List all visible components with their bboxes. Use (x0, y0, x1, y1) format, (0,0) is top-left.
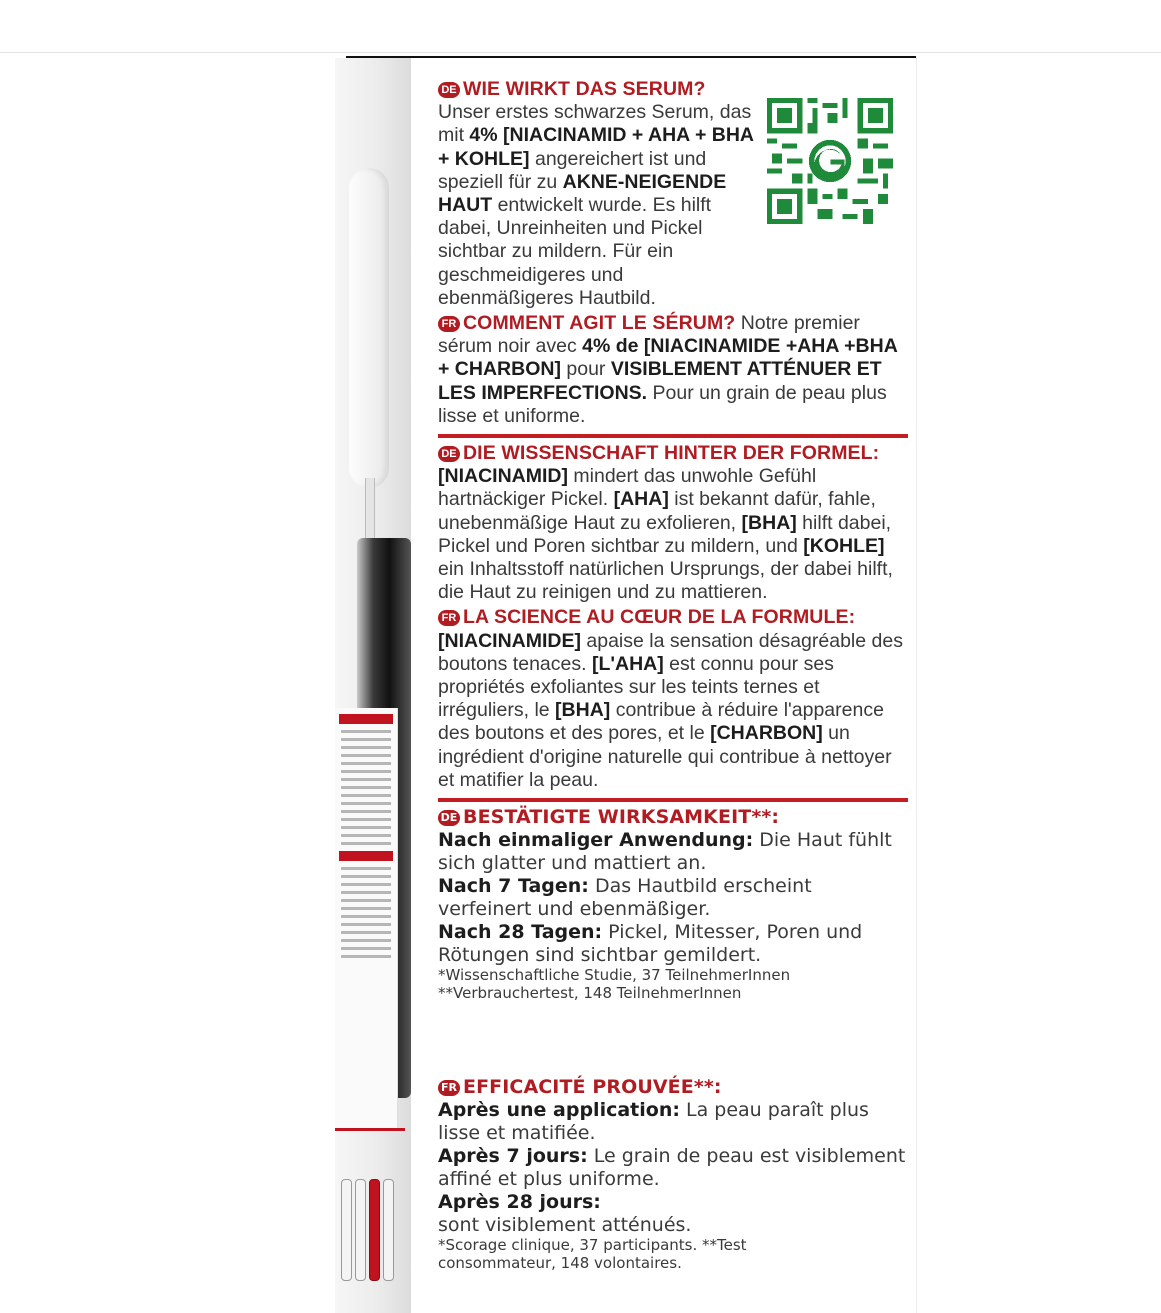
de-eff-text: Pickel, Mitesser, Poren und Rötungen sind sichtbar gemildert. (438, 921, 863, 967)
de-how-paragraph (438, 78, 758, 310)
de-eff-bold: Nach 7 Tagen: (438, 875, 589, 898)
fr-science-text: est connu pour ses propriétés exfoliantes sur les teints ternes et irréguliers, le (438, 652, 834, 722)
fr-efficacy-heading: EFFICACITÉ PROUVÉE**: (463, 1076, 722, 1099)
de-how-bold: 4% [NIACINAMID + AHA + BHA + KOHLE] (438, 124, 754, 170)
de-how-text: Unser erstes schwarzes Serum, das mit (438, 101, 752, 147)
de-science-bold: [NIACINAMID] (438, 465, 568, 488)
fr-eff-text: Le grain de peau est visiblement affiné et plus uniforme. (438, 1145, 906, 1191)
side-text-line (341, 939, 391, 942)
de-science-text: ist bekannt dafür, fahle, unebenmäßige Haut zu exfolieren, (438, 488, 876, 534)
fr-how-heading: COMMENT AGIT LE SÉRUM? (463, 312, 736, 335)
fr-eff-text: sont visiblement atténués. (438, 1214, 692, 1237)
side-text-line (341, 923, 391, 926)
side-text-line (341, 955, 391, 958)
de-how-text: entwickelt wurde. Es hilft dabei, Unreinheiten und Pickel sichtbar zu mildern. Für ein geschmeidigeres und ebenmäßigeres Hautbild. (438, 194, 712, 309)
side-text-line (341, 802, 391, 805)
fr-science-heading: LA SCIENCE AU CŒUR DE LA FORMULE: (463, 606, 856, 629)
side-text-line (341, 842, 391, 845)
de-science-heading: DIE WISSENSCHAFT HINTER DER FORMEL: (463, 442, 880, 465)
de-language-badge: DE (438, 810, 460, 826)
fr-how-text: pour (560, 358, 611, 381)
side-text-line (341, 794, 391, 797)
section-divider (438, 434, 908, 438)
side-text-line (341, 883, 391, 886)
side-text-line (341, 786, 391, 789)
de-science-text: ein Inhaltsstoff natürlichen Ursprungs, der dabei hilft, die Haut zu reinigen und zu mattieren. (438, 558, 893, 604)
fr-efficacy-paragraph (438, 1076, 908, 1237)
side-text-line (341, 891, 391, 894)
de-science-paragraph (438, 442, 908, 604)
fr-eff-text: La peau paraît plus lisse et matifiée. (438, 1099, 869, 1145)
back-panel-text (438, 78, 908, 1272)
side-text-line (341, 730, 391, 733)
fr-science-text: contribue à réduire l'apparence des boutons et des pores, et le (438, 699, 884, 745)
fr-how-bold: 4% de [NIACINAMIDE +AHA +BHA + CHARBON] (438, 335, 898, 381)
box-side-panel (335, 58, 412, 1313)
side-text-line (341, 947, 391, 950)
de-eff-bold: Nach 28 Tagen: (438, 921, 603, 944)
side-text-line (341, 899, 391, 902)
fr-science-text: un ingrédient d'origine naturelle qui contribue à nettoyer et matifier la peau. (438, 722, 892, 791)
de-footnote-1: *Wissenschaftliche Studie, 37 TeilnehmerInnen (438, 966, 791, 985)
routine-tube-icon (355, 1179, 366, 1281)
de-science-bold: [KOHLE] (803, 534, 885, 557)
side-label-red-bar (339, 851, 393, 861)
side-text-line (341, 834, 391, 837)
side-text-line (341, 738, 391, 741)
fr-how-paragraph (438, 312, 908, 428)
side-text-line (341, 907, 391, 910)
fr-eff-bold: Après 7 jours: (438, 1145, 588, 1168)
fr-science-paragraph (438, 606, 908, 792)
de-how-bold: AKNE-NEIGENDE HAUT (438, 170, 727, 217)
fr-science-bold: [L'AHA] (591, 652, 664, 675)
de-efficacy-paragraph (438, 806, 908, 967)
fr-science-bold: [BHA] (555, 699, 611, 722)
side-label-red-bar (339, 714, 393, 724)
de-language-badge: DE (438, 446, 460, 462)
de-footnote-2: **Verbrauchertest, 148 TeilnehmerInnen (438, 983, 742, 1002)
side-text-line (341, 762, 391, 765)
fr-footnote: *Scorage clinique, 37 participants. **Test consommateur, 148 volontaires. (438, 1236, 747, 1272)
de-eff-text: Die Haut fühlt sich glatter und mattiert an. (438, 829, 892, 875)
side-text-line (341, 778, 391, 781)
routine-tube-icon (369, 1179, 380, 1281)
routine-tube-icon (341, 1179, 352, 1281)
de-science-text: hilft dabei, Pickel und Poren sichtbar zu mildern, und (438, 511, 892, 557)
side-routine-diagram (335, 1128, 405, 1311)
side-text-line (341, 867, 391, 870)
fr-how-text: Pour un grain de peau plus lisse et uniforme. (438, 381, 887, 427)
side-text-line (341, 915, 391, 918)
side-text-line (341, 875, 391, 878)
side-text-line (341, 826, 391, 829)
section-divider (438, 798, 908, 802)
fr-language-badge: FR (438, 316, 460, 332)
dropper-cap-image (349, 168, 389, 488)
fr-how-bold: VISIBLEMENT ATTÉNUER ET LES IMPERFECTIONS. (438, 358, 882, 404)
fr-science-bold: [CHARBON] (710, 722, 823, 745)
spacer (438, 1002, 908, 1076)
side-text-line (341, 746, 391, 749)
fr-science-text: apaise la sensation désagréable des boutons tenaces. (438, 629, 903, 675)
box-back-panel (411, 58, 917, 1313)
fr-science-bold: [NIACINAMIDE] (438, 629, 581, 652)
side-text-line (341, 770, 391, 773)
de-efficacy-heading: BESTÄTIGTE WIRKSAMKEIT**: (463, 806, 780, 829)
fr-eff-bold: Après une application: (438, 1099, 680, 1122)
side-text-line (341, 754, 391, 757)
side-text-line (341, 810, 391, 813)
side-text-line (341, 818, 391, 821)
fr-language-badge: FR (438, 1080, 460, 1096)
side-label-text-block (335, 708, 398, 1128)
routine-tube-icon (383, 1179, 394, 1281)
de-how-text: angereichert ist und speziell für zu (438, 147, 707, 193)
de-eff-text: Das Hautbild erscheint verfeinert und ebenmäßiger. (438, 875, 812, 921)
de-science-bold: [AHA] (613, 488, 669, 511)
de-science-bold: [BHA] (741, 511, 797, 534)
side-text-line (341, 931, 391, 934)
fr-how-text: Notre premier sérum noir avec (438, 312, 860, 358)
de-science-text: mindert das unwohle Gefühl hartnäckiger Pickel. (438, 465, 817, 511)
fr-eff-bold: Après 28 jours: (438, 1191, 601, 1214)
de-language-badge: DE (438, 82, 460, 98)
de-eff-bold: Nach einmaliger Anwendung: (438, 829, 754, 852)
top-divider (0, 52, 1161, 53)
fr-language-badge: FR (438, 610, 460, 626)
de-how-heading: WIE WIRKT DAS SERUM? (463, 78, 706, 100)
